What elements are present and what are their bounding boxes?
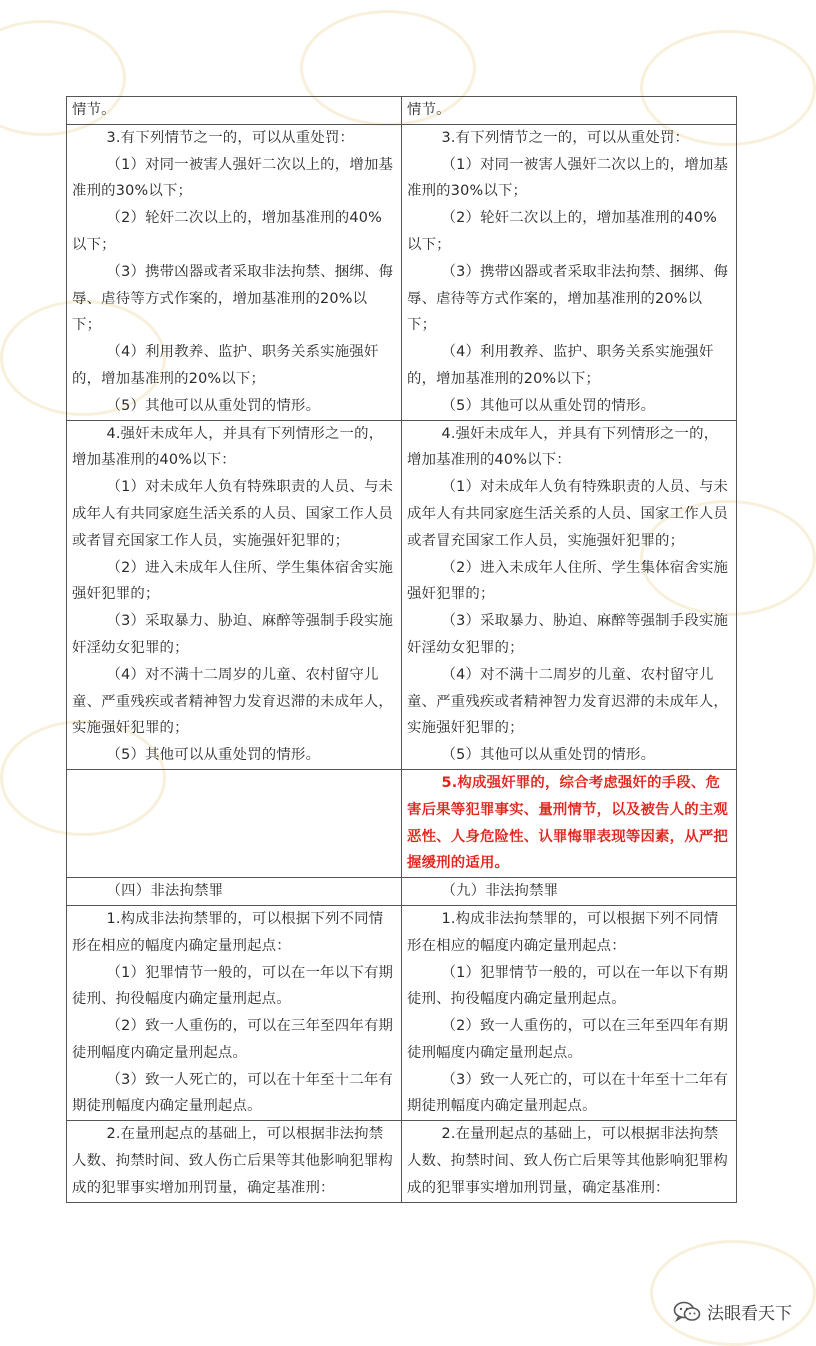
paragraph: （4）利用教养、监护、职务关系实施强奸的，增加基准刑的20%以下； [407, 344, 714, 387]
paragraph: （3）致一人死亡的，可以在十年至十二年有期徒刑幅度内确定量刑起点。 [72, 1071, 394, 1115]
table-row [67, 769, 737, 877]
paragraph: （4）利用教养、监护、职务关系实施强奸的，增加基准刑的20%以下； [72, 344, 379, 387]
paragraph: （3）携带凶器或者采取非法拘禁、捆绑、侮辱、虐待等方式作案的，增加基准刑的20%以下； [72, 263, 394, 334]
footer-brand-name: 法眼看天下 [707, 1304, 792, 1324]
paragraph: （1）对同一被害人强奸二次以上的，增加基准刑的30%以下； [72, 156, 394, 200]
old-version-cell [67, 124, 402, 420]
paragraph: 4.强奸未成年人，并具有下列情形之一的，增加基准刑的40%以下： [72, 425, 384, 469]
old-version-cell [67, 878, 402, 906]
paragraph: 2.在量刑起点的基础上，可以根据非法拘禁人数、拘禁时间、致人伤亡后果等其他影响犯罪构成的犯罪事实增加刑罚量，确定基准刑： [72, 1126, 393, 1196]
paragraph: （1）犯罪情节一般的，可以在一年以下有期徒刑、拘役幅度内确定量刑起点。 [72, 964, 394, 1008]
paragraph: 1.构成非法拘禁罪的，可以根据下列不同情形在相应的幅度内确定量刑起点： [72, 910, 384, 954]
paragraph: （3）采取暴力、胁迫、麻醉等强制手段实施奸淫幼女犯罪的； [72, 613, 394, 656]
paragraph: （3）采取暴力、胁迫、麻醉等强制手段实施奸淫幼女犯罪的； [407, 613, 729, 656]
table-row [67, 878, 737, 906]
new-version-cell [402, 905, 737, 1120]
table-row [67, 97, 737, 125]
table-row [67, 905, 737, 1120]
paragraph: 3.有下列情节之一的，可以从重处罚： [106, 129, 355, 146]
paragraph: （1）犯罪情节一般的，可以在一年以下有期徒刑、拘役幅度内确定量刑起点。 [407, 964, 729, 1008]
old-version-cell [67, 905, 402, 1120]
paragraph: （四）非法拘禁罪 [106, 883, 224, 900]
wechat-icon [673, 1301, 701, 1323]
paragraph: 3.有下列情节之一的，可以从重处罚： [441, 129, 690, 146]
paragraph: （4）对不满十二周岁的儿童、农村留守儿童、严重残疾或者精神智力发育迟滞的未成年人，实施强奸犯罪的； [407, 666, 728, 737]
old-version-cell [67, 97, 402, 125]
paragraph: （2）致一人重伤的，可以在三年至四年有期徒刑幅度内确定量刑起点。 [407, 1018, 729, 1061]
paragraph: （5）其他可以从重处罚的情形。 [106, 747, 321, 764]
footer-brand [673, 1299, 792, 1324]
paragraph: 2.在量刑起点的基础上，可以根据非法拘禁人数、拘禁时间、致人伤亡后果等其他影响犯罪构成的犯罪事实增加刑罚量，确定基准刑： [407, 1126, 728, 1196]
paragraph: （1）对未成年人负有特殊职责的人员、与未成年人有共同家庭生活关系的人员、国家工作人员或者冒充国家工作人员，实施强奸犯罪的； [407, 479, 729, 549]
paragraph: 情节。 [407, 102, 451, 118]
paragraph: （4）对不满十二周岁的儿童、农村留守儿童、严重残疾或者精神智力发育迟滞的未成年人，实施强奸犯罪的； [72, 666, 393, 737]
new-version-cell [402, 97, 737, 125]
comparison-table [66, 96, 737, 1203]
table-body [67, 97, 737, 1203]
old-version-cell [67, 420, 402, 769]
new-version-cell [402, 420, 737, 769]
paragraph: （2）轮奸二次以上的，增加基准刑的40%以下； [72, 210, 382, 253]
paragraph: （1）对未成年人负有特殊职责的人员、与未成年人有共同家庭生活关系的人员、国家工作人员或者冒充国家工作人员，实施强奸犯罪的； [72, 479, 394, 549]
paragraph: （5）其他可以从重处罚的情形。 [106, 397, 321, 414]
paragraph: （1）对同一被害人强奸二次以上的，增加基准刑的30%以下； [407, 156, 729, 200]
new-version-cell [402, 878, 737, 906]
new-version-cell [402, 1121, 737, 1202]
table-row [67, 1121, 737, 1202]
paragraph: 1.构成非法拘禁罪的，可以根据下列不同情形在相应的幅度内确定量刑起点： [407, 910, 719, 954]
paragraph: （2）进入未成年人住所、学生集体宿舍实施强奸犯罪的； [407, 559, 729, 603]
paragraph: （2）致一人重伤的，可以在三年至四年有期徒刑幅度内确定量刑起点。 [72, 1018, 394, 1061]
paragraph: 4.强奸未成年人，并具有下列情形之一的，增加基准刑的40%以下： [407, 425, 719, 469]
paragraph: （2）轮奸二次以上的，增加基准刑的40%以下； [407, 210, 717, 253]
paragraph: （2）进入未成年人住所、学生集体宿舍实施强奸犯罪的； [72, 559, 394, 603]
paragraph: （5）其他可以从重处罚的情形。 [441, 397, 656, 414]
paragraph: 5.构成强奸罪的，综合考虑强奸的手段、危害后果等犯罪事实、量刑情节，以及被告人的主观恶性、人身危险性、认罪悔罪表现等因素，从严把握缓刑的适用。 [407, 774, 728, 872]
watermark-seal [650, 1240, 816, 1346]
new-version-cell [402, 124, 737, 420]
paragraph: （5）其他可以从重处罚的情形。 [441, 747, 656, 764]
paragraph: （九）非法拘禁罪 [441, 883, 559, 900]
paragraph: （3）致一人死亡的，可以在十年至十二年有期徒刑幅度内确定量刑起点。 [407, 1071, 729, 1115]
paragraph: 情节。 [72, 102, 116, 118]
old-version-cell [67, 1121, 402, 1202]
new-version-cell [402, 769, 737, 877]
paragraph: （3）携带凶器或者采取非法拘禁、捆绑、侮辱、虐待等方式作案的，增加基准刑的20%以下； [407, 263, 729, 334]
old-version-cell [67, 769, 402, 877]
table-row [67, 420, 737, 769]
table-row [67, 124, 737, 420]
